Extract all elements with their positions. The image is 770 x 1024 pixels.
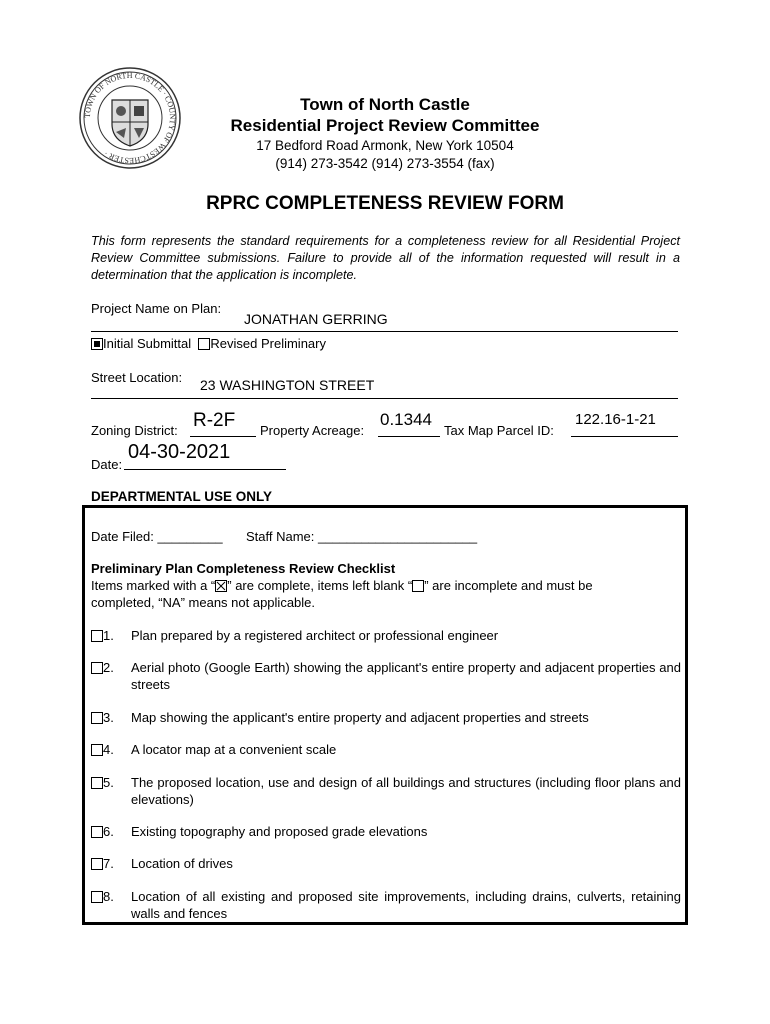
item-number: 7.: [103, 856, 114, 871]
item-number: 1.: [103, 628, 114, 643]
date-line: [124, 469, 286, 470]
initial-submittal-label: Initial Submittal: [103, 336, 192, 351]
seal-text: TOWN OF NORTH CASTLE · COUNTY OF WESTCHESTER ·: [82, 70, 178, 166]
project-name-label: Project Name on Plan:: [91, 301, 222, 316]
item-text: Map showing the applicant's entire property and adjacent properties and streets: [131, 710, 589, 725]
item-checkbox[interactable]: [91, 777, 103, 789]
project-name-value[interactable]: JONATHAN GERRING: [244, 311, 388, 327]
checklist-item: [91, 855, 681, 872]
acreage-line: [378, 436, 440, 437]
legend-part-a: Items marked with a “: [91, 578, 216, 593]
zoning-value[interactable]: R-2F: [193, 410, 236, 431]
item-number: 4.: [103, 742, 114, 757]
item-number: 6.: [103, 824, 114, 839]
zoning-label: Zoning District:: [91, 423, 178, 438]
checklist-item: [91, 823, 681, 840]
item-text: Aerial photo (Google Earth) showing the applicant's entire property and adjacent properties and streets: [131, 660, 681, 692]
item-text: A locator map at a convenient scale: [131, 742, 337, 757]
zoning-line: [190, 436, 256, 437]
checklist-item: [91, 627, 681, 644]
checklist-item: [91, 741, 681, 758]
checklist-item: [91, 709, 681, 726]
item-checkbox[interactable]: [91, 826, 103, 838]
item-number: 5.: [103, 775, 114, 790]
revised-preliminary-checkbox[interactable]: [198, 338, 210, 350]
date-filed: Date Filed: _________: [91, 529, 223, 544]
checklist-item: [91, 888, 681, 922]
checked-box-icon: [215, 580, 227, 592]
street-line: [91, 398, 678, 399]
date-label: Date:: [91, 457, 123, 472]
checklist-title: Preliminary Plan Completeness Review Checklist: [91, 561, 396, 576]
legend-part-d: completed, “NA” means not applicable.: [91, 595, 316, 610]
address: 17 Bedford Road Armonk, New York 10504: [256, 138, 514, 153]
acreage-label: Property Acreage:: [260, 423, 365, 438]
intro-paragraph: This form represents the standard requirements for a completeness review for all Residential Project Review Committee submissions. Failure to provide all of the information requested will result in a determination that the application is incomplete.: [91, 234, 680, 282]
submittal-type: [91, 336, 326, 351]
item-checkbox[interactable]: [91, 858, 103, 870]
item-checkbox[interactable]: [91, 744, 103, 756]
item-number: 2.: [103, 660, 114, 675]
committee-name: Residential Project Review Committee: [230, 116, 540, 135]
street-value[interactable]: 23 WASHINGTON STREET: [200, 377, 375, 393]
checklist-item: [91, 774, 681, 808]
item-number: 8.: [103, 889, 114, 904]
phone: (914) 273-3542 (914) 273-3554 (fax): [275, 156, 495, 171]
street-label: Street Location:: [91, 370, 183, 385]
town-seal: [78, 66, 182, 170]
initial-submittal-checkbox[interactable]: [91, 338, 103, 350]
item-checkbox[interactable]: [91, 630, 103, 642]
project-name-line: [91, 331, 678, 332]
item-checkbox[interactable]: [91, 712, 103, 724]
dept-heading: DEPARTMENTAL USE ONLY: [91, 489, 273, 504]
org-name: Town of North Castle: [300, 95, 470, 114]
item-checkbox[interactable]: [91, 891, 103, 903]
item-text: Existing topography and proposed grade elevations: [131, 824, 428, 839]
checklist-item: [91, 659, 681, 693]
legend-part-c: ” are incomplete and must be: [424, 578, 593, 593]
item-text: Location of drives: [131, 856, 233, 871]
acreage-value[interactable]: 0.1344: [380, 410, 432, 429]
item-checkbox[interactable]: [91, 662, 103, 674]
tax-value[interactable]: 122.16-1-21: [575, 411, 656, 428]
date-value[interactable]: 04-30-2021: [128, 441, 231, 463]
tax-label: Tax Map Parcel ID:: [444, 423, 554, 438]
checklist-legend: [91, 578, 681, 593]
revised-preliminary-label: Revised Preliminary: [210, 336, 326, 351]
item-number: 3.: [103, 710, 114, 725]
item-text: The proposed location, use and design of all buildings and structures (including floor plans and elevations): [131, 775, 681, 807]
item-text: Location of all existing and proposed site improvements, including drains, culverts, retaining walls and fences: [131, 889, 681, 921]
empty-box-icon: [412, 580, 424, 592]
form-title: RPRC COMPLETENESS REVIEW FORM: [206, 193, 564, 214]
tax-line: [571, 436, 678, 437]
staff-name: Staff Name: ______________________: [246, 529, 478, 544]
item-text: Plan prepared by a registered architect or professional engineer: [131, 628, 499, 643]
legend-part-b: ” are complete, items left blank “: [227, 578, 413, 593]
